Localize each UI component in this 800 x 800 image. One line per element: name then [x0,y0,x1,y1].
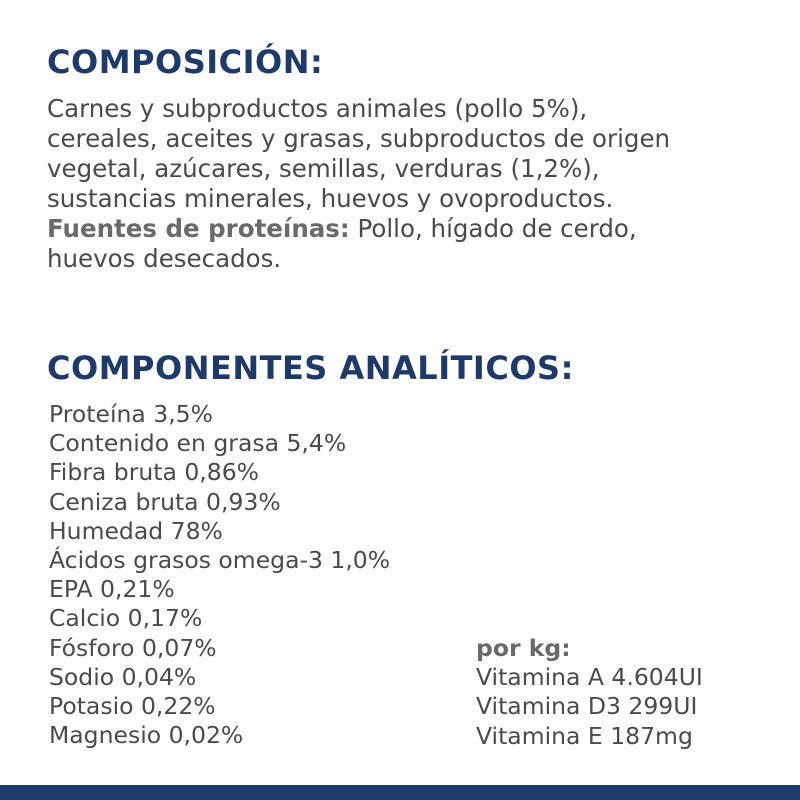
analytical-item: Humedad 78% [49,516,223,545]
analytical-item: EPA 0,21% [49,575,175,604]
analytical-item: Sodio 0,04% [49,662,197,691]
composition-line: sustancias minerales, huevos y ovoproductos. [47,184,614,213]
footer-bar [0,785,800,800]
composition-line: vegetal, azúcares, semillas, verduras (1,2%), [47,154,600,183]
analytical-item: Proteína 3,5% [49,400,213,428]
composition-line: Carnes y subproductos animales (pollo 5%), [47,94,588,123]
composition-line: cereales, aceites y grasas, subproductos de origen [47,124,671,153]
protein-sources-label: Fuentes de proteínas: [47,214,350,243]
analytical-item: Contenido en grasa 5,4% [49,429,347,458]
protein-sources-line [47,214,777,244]
analytical-item: Ceniza bruta 0,93% [49,487,281,516]
protein-sources-line-2: huevos desecados. [47,244,282,273]
analytical-item: Potasio 0,22% [49,692,216,721]
analytical-heading: COMPONENTES ANALÍTICOS: [47,349,574,387]
analytical-item: Fibra bruta 0,86% [49,458,259,487]
analytical-item: Fósforo 0,07% [49,633,217,662]
composition-text [47,94,777,274]
analytical-item: Ácidos grasos omega-3 1,0% [49,546,391,575]
analytical-list [49,400,390,750]
vitamin-item: Vitamina E 187mg [476,721,693,750]
vitamin-item: Vitamina A 4.604UI [476,663,703,692]
protein-sources-text: Pollo, hígado de cerdo, [349,214,637,243]
vitamins-list [476,634,703,751]
vitamin-item: Vitamina D3 299UI [476,692,698,721]
vitamins-heading: por kg: [476,634,571,662]
composition-heading: COMPOSICIÓN: [47,43,324,81]
analytical-item: Magnesio 0,02% [49,721,244,750]
analytical-item: Calcio 0,17% [49,604,203,633]
